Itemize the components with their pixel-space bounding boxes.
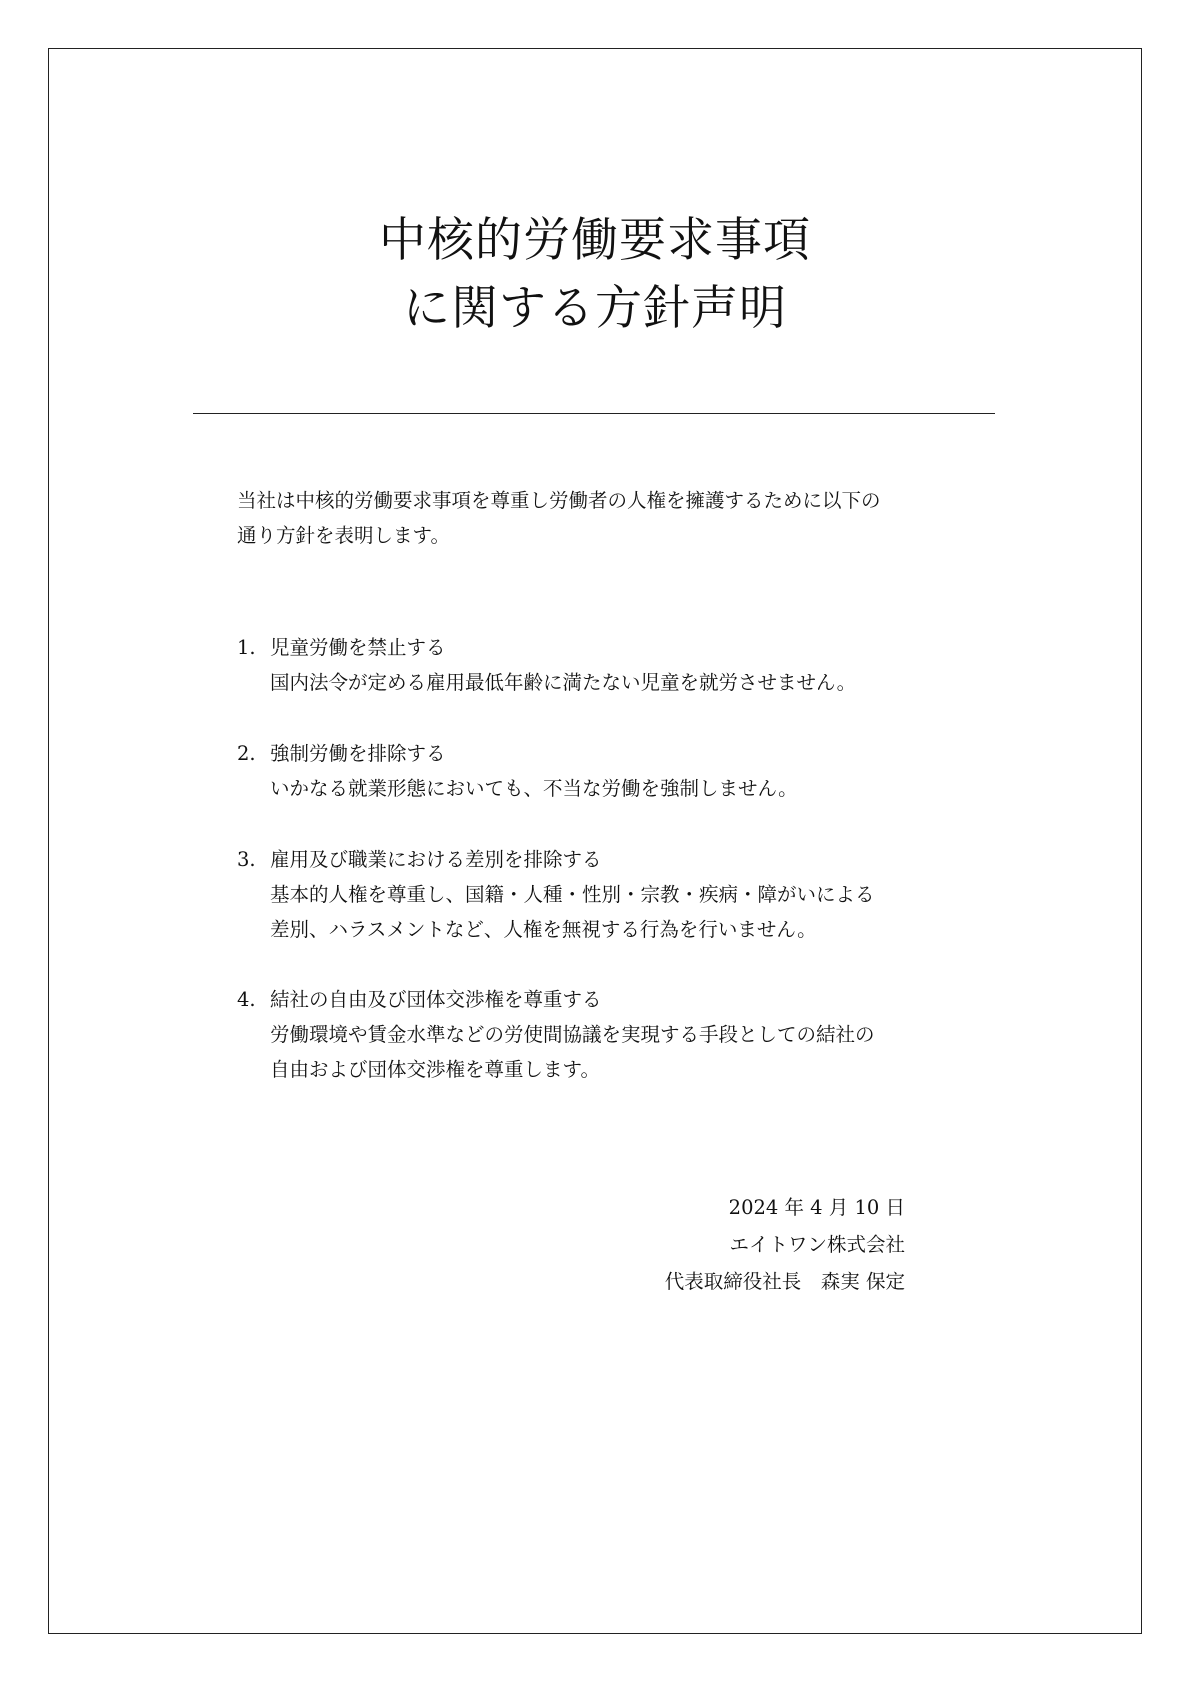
representative-name: 代表取締役社長 森実 保定 bbox=[664, 1270, 905, 1293]
policy-item-number: 2. bbox=[237, 742, 256, 765]
policy-item-body bbox=[237, 1017, 875, 1087]
policy-item-heading bbox=[237, 982, 875, 1017]
title-line: に関する方針声明 bbox=[403, 281, 787, 336]
policy-item-number: 4. bbox=[237, 988, 256, 1011]
policy-item-number: 1. bbox=[237, 636, 256, 659]
policy-item-title: 結社の自由及び団体交渉権を尊重する bbox=[270, 988, 602, 1011]
policy-item-number: 3. bbox=[237, 848, 256, 871]
policy-item-heading bbox=[237, 842, 875, 877]
document-title bbox=[49, 207, 1141, 343]
policy-item-heading bbox=[237, 736, 798, 771]
policy-item-title: 強制労働を排除する bbox=[270, 742, 446, 765]
policy-item-line: 自由および団体交渉権を尊重します。 bbox=[270, 1058, 600, 1081]
page-frame bbox=[48, 48, 1142, 1634]
policy-item bbox=[237, 736, 798, 806]
policy-item-body bbox=[237, 665, 856, 700]
intro-paragraph bbox=[237, 483, 997, 553]
title-line: 中核的労働要求事項 bbox=[379, 213, 811, 268]
policy-item-line: 差別、ハラスメントなど、人権を無視する行為を行いません。 bbox=[270, 918, 817, 941]
signature-block bbox=[665, 1189, 905, 1300]
policy-item-body bbox=[237, 877, 875, 947]
policy-item-line: 基本的人権を尊重し、国籍・人種・性別・宗教・疾病・障がいによる bbox=[270, 883, 875, 906]
policy-item-line: 国内法令が定める雇用最低年齢に満たない児童を就労させません。 bbox=[270, 671, 857, 694]
intro-line: 通り方針を表明します。 bbox=[237, 524, 450, 547]
company-name: エイトワン株式会社 bbox=[729, 1233, 905, 1256]
title-divider bbox=[193, 413, 995, 414]
policy-item-heading bbox=[237, 630, 856, 665]
policy-item-body bbox=[237, 771, 798, 806]
policy-item bbox=[237, 842, 875, 947]
policy-item bbox=[237, 630, 856, 700]
policy-item-title: 雇用及び職業における差別を排除する bbox=[270, 848, 602, 871]
policy-item-line: いかなる就業形態においても、不当な労働を強制しません。 bbox=[270, 777, 798, 800]
intro-line: 当社は中核的労働要求事項を尊重し労働者の人権を擁護するために以下の bbox=[237, 489, 881, 512]
policy-item-line: 労働環境や賃金水準などの労使間協議を実現する手段としての結社の bbox=[270, 1023, 875, 1046]
policy-item bbox=[237, 982, 875, 1087]
policy-item-title: 児童労働を禁止する bbox=[270, 636, 446, 659]
issue-date: 2024 年 4 月 10 日 bbox=[728, 1196, 905, 1219]
